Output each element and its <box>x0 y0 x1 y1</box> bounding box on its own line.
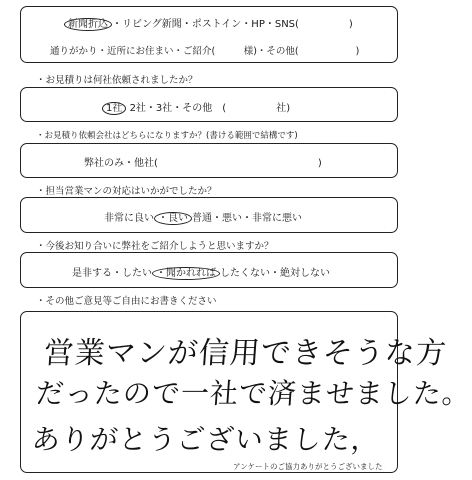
circled-answer-count: 1社 <box>102 102 126 115</box>
answer-line-staff: 非常に良い ・良い 普通・悪い・非常に悪い <box>104 213 302 224</box>
handwritten-comment-line-3: ありがとうございました， <box>30 423 382 456</box>
survey-thanks-footer: アンケートのご協力ありがとうございました <box>233 462 383 471</box>
circled-answer-source: 新聞折込 <box>64 18 112 31</box>
source-line-1: 新聞折込 ・リビング新聞・ポストイン・HP・SNS( ) <box>64 15 353 30</box>
question-referral: ・今後お知り合いに弊社をご紹介しようと思いますか？ <box>36 241 274 252</box>
answer-line-count: 1社 2社・3社・その他 ( 社) <box>102 99 290 114</box>
question-comments: ・その他ご意見等ご自由にお書きください <box>36 296 217 307</box>
question-staff: ・担当営業マンの対応はいかがでしたか？ <box>36 186 217 197</box>
answer-line-referral: 是非する・したい ・聞かれれば したくない・絶対しない <box>72 268 330 279</box>
source-line-2: 通りがかり・近所にお住まい・ご紹介( 様)・その他( ) <box>50 46 360 57</box>
question-scope: ・お見積り依頼会社はどちらになりますか？(書ける範囲で結構です) <box>36 131 298 141</box>
handwritten-comment-line-2: だったので一社で済ませました。 <box>34 377 472 410</box>
handwritten-comment-line-1: 営業マンが信用できそうな方 <box>42 336 448 371</box>
question-count: ・お見積りは何社依頼されましたか？ <box>36 75 198 86</box>
circled-answer-staff: ・良い <box>154 212 192 225</box>
circled-answer-referral: ・聞かれれば <box>152 267 220 280</box>
answer-line-scope: 弊社のみ・他社( ) <box>84 158 322 169</box>
